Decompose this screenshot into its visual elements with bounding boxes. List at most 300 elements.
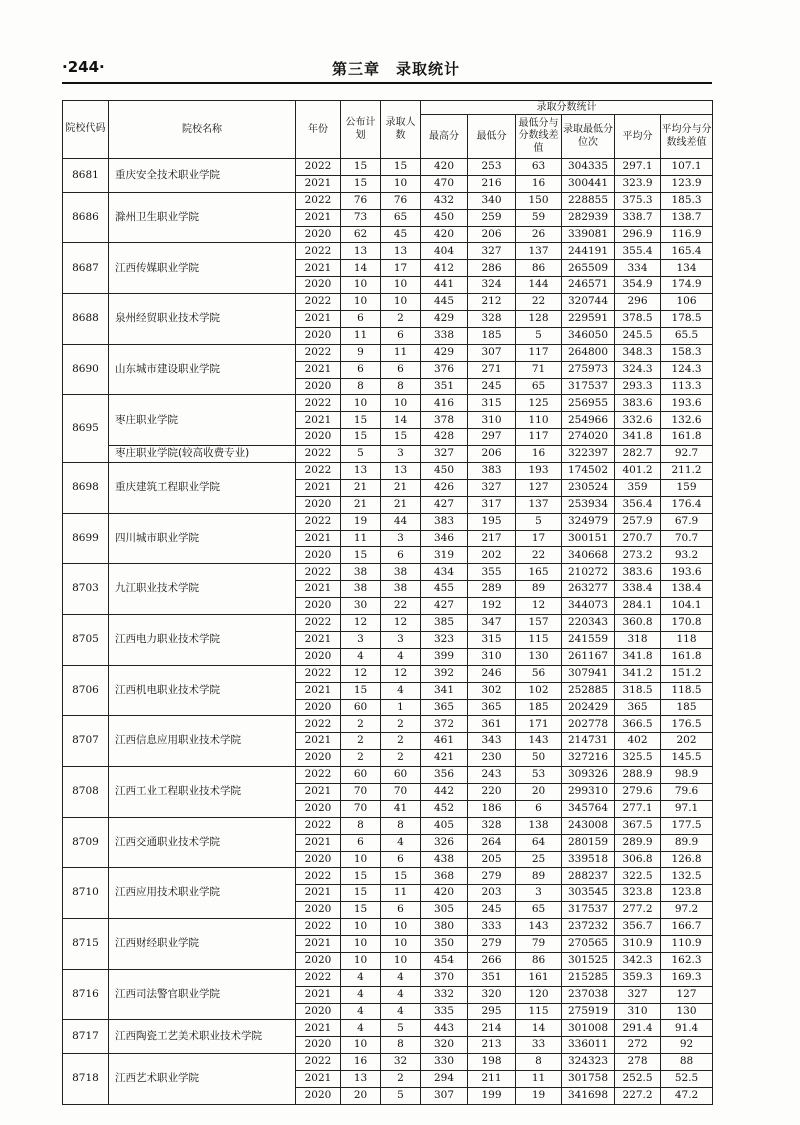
table-row [63,395,713,412]
cell-min-diff: 25 [516,851,562,868]
cell-avg-diff: 211.2 [661,463,713,480]
cell-rank: 346050 [562,327,615,344]
cell-rank: 202778 [562,716,615,733]
cell-avg-score: 318.5 [615,682,661,699]
cell-avg-score: 324.3 [615,361,661,378]
cell-avg-diff: 52.5 [661,1071,713,1088]
cell-avg-diff: 185.3 [661,192,713,209]
cell-min-score: 246 [468,665,516,682]
cell-year: 2022 [296,868,341,885]
cell-avg-score: 348.3 [615,344,661,361]
cell-avg-diff: 151.2 [661,665,713,682]
cell-min-diff: 120 [516,986,562,1003]
cell-min-diff: 3 [516,885,562,902]
cell-avg-score: 383.6 [615,564,661,581]
cell-avg-diff: 193.6 [661,564,713,581]
cell-min-diff: 56 [516,665,562,682]
cell-min-diff: 137 [516,243,562,260]
cell-avg-score: 338.7 [615,209,661,226]
cell-rank: 252885 [562,682,615,699]
cell-enrolled: 60 [381,767,421,784]
cell-enrolled: 38 [381,581,421,598]
cell-avg-score: 252.5 [615,1071,661,1088]
cell-enrolled: 13 [381,243,421,260]
school-code: 8717 [63,1020,109,1054]
cell-avg-score: 332.6 [615,412,661,429]
cell-plan: 60 [341,767,381,784]
cell-plan: 70 [341,783,381,800]
cell-avg-score: 360.8 [615,615,661,632]
cell-avg-score: 341.8 [615,648,661,665]
cell-plan: 5 [341,446,381,463]
table-row [63,919,713,936]
cell-rank: 324323 [562,1054,615,1071]
page-header [62,56,712,84]
cell-min-score: 307 [468,344,516,361]
table-row [63,767,713,784]
cell-min-score: 324 [468,277,516,294]
cell-avg-diff: 67.9 [661,513,713,530]
cell-avg-score: 272 [615,1037,661,1054]
cell-avg-score: 341.2 [615,665,661,682]
school-name: 江西信息应用职业技术学院 [109,716,296,767]
cell-plan: 15 [341,159,381,176]
cell-max-score: 416 [421,395,468,412]
cell-enrolled: 10 [381,935,421,952]
cell-max-score: 404 [421,243,468,260]
cell-avg-score: 383.6 [615,395,661,412]
cell-min-diff: 79 [516,935,562,952]
cell-year: 2022 [296,1054,341,1071]
school-name: 泉州经贸职业技术学院 [109,294,296,345]
cell-min-score: 195 [468,513,516,530]
school-code: 8690 [63,344,109,395]
cell-min-diff: 71 [516,361,562,378]
cell-rank: 230524 [562,479,615,496]
column-header-code: 院校代码 [63,101,109,159]
cell-plan: 6 [341,311,381,328]
cell-avg-score: 278 [615,1054,661,1071]
cell-min-score: 340 [468,192,516,209]
cell-min-diff: 89 [516,581,562,598]
cell-rank: 228855 [562,192,615,209]
cell-plan: 10 [341,952,381,969]
cell-max-score: 307 [421,1087,468,1104]
cell-enrolled: 3 [381,530,421,547]
cell-avg-score: 365 [615,699,661,716]
cell-min-diff: 127 [516,479,562,496]
cell-year: 2020 [296,952,341,969]
column-header-min: 最低分 [468,115,516,159]
cell-min-diff: 63 [516,159,562,176]
cell-rank: 264800 [562,344,615,361]
cell-max-score: 470 [421,175,468,192]
column-header-min-diff: 最低分与分数线差值 [516,115,562,159]
cell-rank: 344073 [562,598,615,615]
cell-enrolled: 6 [381,851,421,868]
cell-avg-diff: 174.9 [661,277,713,294]
cell-avg-diff: 89.9 [661,834,713,851]
admission-statistics-table [62,100,713,1105]
cell-min-diff: 144 [516,277,562,294]
cell-max-score: 385 [421,615,468,632]
cell-min-diff: 143 [516,919,562,936]
cell-year: 2022 [296,716,341,733]
cell-rank: 288237 [562,868,615,885]
cell-rank: 303545 [562,885,615,902]
cell-enrolled: 70 [381,783,421,800]
cell-min-diff: 8 [516,1054,562,1071]
cell-year: 2022 [296,344,341,361]
cell-min-diff: 117 [516,429,562,446]
cell-min-diff: 128 [516,311,562,328]
cell-min-score: 259 [468,209,516,226]
cell-enrolled: 4 [381,969,421,986]
cell-plan: 70 [341,800,381,817]
table-row [63,615,713,632]
cell-enrolled: 3 [381,631,421,648]
school-code: 8718 [63,1054,109,1105]
cell-enrolled: 4 [381,834,421,851]
cell-plan: 10 [341,395,381,412]
cell-rank: 336011 [562,1037,615,1054]
table-row [63,868,713,885]
cell-plan: 15 [341,868,381,885]
cell-min-score: 320 [468,986,516,1003]
cell-max-score: 323 [421,631,468,648]
cell-enrolled: 2 [381,750,421,767]
cell-min-diff: 12 [516,598,562,615]
school-code: 8681 [63,159,109,193]
cell-min-diff: 157 [516,615,562,632]
cell-year: 2021 [296,733,341,750]
cell-avg-diff: 170.8 [661,615,713,632]
cell-avg-score: 378.5 [615,311,661,328]
school-name: 江西应用技术职业学院 [109,868,296,919]
cell-year: 2020 [296,1087,341,1104]
cell-plan: 60 [341,699,381,716]
cell-rank: 340668 [562,547,615,564]
school-code: 8715 [63,919,109,970]
cell-max-score: 327 [421,446,468,463]
school-name: 江西传媒职业学院 [109,243,296,294]
cell-plan: 62 [341,226,381,243]
cell-avg-diff: 123.9 [661,175,713,192]
cell-year: 2021 [296,479,341,496]
cell-min-score: 253 [468,159,516,176]
cell-plan: 19 [341,513,381,530]
cell-year: 2020 [296,226,341,243]
cell-enrolled: 5 [381,1087,421,1104]
cell-plan: 10 [341,851,381,868]
cell-rank: 220343 [562,615,615,632]
cell-avg-score: 277.2 [615,902,661,919]
cell-avg-score: 355.4 [615,243,661,260]
cell-min-diff: 11 [516,1071,562,1088]
cell-min-diff: 59 [516,209,562,226]
cell-plan: 76 [341,192,381,209]
cell-min-diff: 130 [516,648,562,665]
table-row [63,1020,713,1037]
cell-avg-diff: 161.8 [661,648,713,665]
cell-min-diff: 22 [516,547,562,564]
cell-min-score: 214 [468,1020,516,1037]
cell-enrolled: 10 [381,294,421,311]
school-name-variant: 枣庄职业学院(较高收费专业) [109,446,296,463]
cell-year: 2020 [296,851,341,868]
cell-max-score: 441 [421,277,468,294]
cell-min-diff: 14 [516,1020,562,1037]
cell-rank: 299310 [562,783,615,800]
cell-enrolled: 21 [381,479,421,496]
cell-avg-diff: 126.8 [661,851,713,868]
cell-avg-diff: 185 [661,699,713,716]
cell-min-score: 328 [468,817,516,834]
cell-rank: 301525 [562,952,615,969]
table-row [63,344,713,361]
cell-year: 2021 [296,209,341,226]
cell-min-score: 230 [468,750,516,767]
cell-min-score: 327 [468,479,516,496]
cell-enrolled: 2 [381,733,421,750]
cell-enrolled: 8 [381,817,421,834]
cell-min-score: 198 [468,1054,516,1071]
cell-avg-diff: 91.4 [661,1020,713,1037]
column-header-rank: 录取最低分位次 [562,115,615,159]
cell-max-score: 427 [421,598,468,615]
cell-avg-diff: 113.3 [661,378,713,395]
cell-min-score: 264 [468,834,516,851]
cell-enrolled: 6 [381,902,421,919]
school-name: 四川城市职业学院 [109,513,296,564]
cell-min-diff: 86 [516,952,562,969]
cell-rank: 282939 [562,209,615,226]
cell-enrolled: 38 [381,564,421,581]
cell-min-diff: 150 [516,192,562,209]
cell-max-score: 351 [421,378,468,395]
cell-enrolled: 21 [381,496,421,513]
cell-avg-diff: 166.7 [661,919,713,936]
cell-year: 2022 [296,446,341,463]
cell-avg-diff: 178.5 [661,311,713,328]
cell-avg-score: 284.1 [615,598,661,615]
cell-avg-score: 293.3 [615,378,661,395]
cell-max-score: 378 [421,412,468,429]
cell-enrolled: 17 [381,260,421,277]
cell-max-score: 420 [421,885,468,902]
cell-min-score: 365 [468,699,516,716]
cell-year: 2020 [296,277,341,294]
cell-plan: 15 [341,682,381,699]
cell-rank: 202429 [562,699,615,716]
cell-max-score: 341 [421,682,468,699]
cell-min-diff: 137 [516,496,562,513]
cell-year: 2021 [296,530,341,547]
cell-avg-score: 297.1 [615,159,661,176]
cell-min-score: 310 [468,412,516,429]
cell-min-score: 245 [468,378,516,395]
cell-enrolled: 41 [381,800,421,817]
cell-rank: 237038 [562,986,615,1003]
cell-rank: 317537 [562,378,615,395]
cell-plan: 13 [341,463,381,480]
column-header-plan: 公布计划 [341,101,381,159]
cell-rank: 243008 [562,817,615,834]
cell-avg-score: 359 [615,479,661,496]
cell-rank: 324979 [562,513,615,530]
cell-max-score: 429 [421,344,468,361]
cell-enrolled: 2 [381,311,421,328]
cell-enrolled: 4 [381,648,421,665]
cell-year: 2021 [296,260,341,277]
cell-enrolled: 2 [381,716,421,733]
cell-avg-diff: 162.3 [661,952,713,969]
cell-min-diff: 50 [516,750,562,767]
school-code: 8708 [63,767,109,818]
cell-rank: 274020 [562,429,615,446]
cell-plan: 21 [341,496,381,513]
cell-avg-score: 289.9 [615,834,661,851]
cell-avg-diff: 169.3 [661,969,713,986]
cell-rank: 307941 [562,665,615,682]
cell-enrolled: 10 [381,395,421,412]
cell-avg-diff: 158.3 [661,344,713,361]
cell-min-score: 279 [468,935,516,952]
cell-avg-score: 282.7 [615,446,661,463]
school-name: 滁州卫生职业学院 [109,192,296,243]
cell-min-diff: 16 [516,446,562,463]
cell-rank: 275973 [562,361,615,378]
cell-enrolled: 15 [381,868,421,885]
cell-min-score: 216 [468,175,516,192]
cell-year: 2022 [296,615,341,632]
cell-enrolled: 1 [381,699,421,716]
cell-min-diff: 20 [516,783,562,800]
cell-enrolled: 15 [381,159,421,176]
cell-avg-diff: 118 [661,631,713,648]
cell-rank: 241559 [562,631,615,648]
cell-max-score: 445 [421,294,468,311]
cell-year: 2021 [296,361,341,378]
cell-max-score: 383 [421,513,468,530]
school-code: 8707 [63,716,109,767]
cell-year: 2020 [296,378,341,395]
cell-max-score: 434 [421,564,468,581]
cell-min-score: 205 [468,851,516,868]
cell-rank: 280159 [562,834,615,851]
cell-max-score: 330 [421,1054,468,1071]
cell-avg-score: 334 [615,260,661,277]
cell-year: 2020 [296,800,341,817]
cell-avg-score: 227.2 [615,1087,661,1104]
cell-year: 2022 [296,159,341,176]
cell-enrolled: 10 [381,952,421,969]
cell-plan: 38 [341,581,381,598]
school-name: 江西财经职业学院 [109,919,296,970]
cell-plan: 2 [341,750,381,767]
cell-avg-diff: 130 [661,1003,713,1020]
cell-rank: 244191 [562,243,615,260]
cell-avg-score: 306.8 [615,851,661,868]
cell-avg-diff: 79.6 [661,783,713,800]
cell-min-diff: 65 [516,378,562,395]
cell-plan: 13 [341,1071,381,1088]
cell-year: 2020 [296,902,341,919]
cell-year: 2020 [296,496,341,513]
cell-plan: 15 [341,412,381,429]
cell-avg-score: 367.5 [615,817,661,834]
cell-avg-score: 366.5 [615,716,661,733]
school-name: 江西司法警官职业学院 [109,969,296,1020]
cell-plan: 15 [341,885,381,902]
cell-min-diff: 64 [516,834,562,851]
cell-enrolled: 4 [381,986,421,1003]
cell-max-score: 319 [421,547,468,564]
cell-rank: 174502 [562,463,615,480]
cell-enrolled: 2 [381,1071,421,1088]
cell-min-diff: 161 [516,969,562,986]
cell-avg-score: 322.5 [615,868,661,885]
cell-min-diff: 65 [516,902,562,919]
cell-rank: 210272 [562,564,615,581]
cell-plan: 6 [341,834,381,851]
cell-min-score: 279 [468,868,516,885]
cell-rank: 265509 [562,260,615,277]
cell-enrolled: 4 [381,682,421,699]
cell-avg-score: 288.9 [615,767,661,784]
cell-enrolled: 6 [381,547,421,564]
cell-min-score: 351 [468,969,516,986]
cell-avg-diff: 176.5 [661,716,713,733]
cell-avg-score: 310 [615,1003,661,1020]
cell-enrolled: 10 [381,277,421,294]
cell-min-score: 317 [468,496,516,513]
page-number: ·244· [62,58,105,76]
cell-enrolled: 11 [381,885,421,902]
cell-avg-diff: 159 [661,479,713,496]
cell-min-score: 217 [468,530,516,547]
cell-max-score: 438 [421,851,468,868]
cell-min-diff: 185 [516,699,562,716]
cell-year: 2020 [296,1037,341,1054]
cell-rank: 256955 [562,395,615,412]
cell-avg-score: 359.3 [615,969,661,986]
cell-plan: 13 [341,243,381,260]
cell-min-diff: 125 [516,395,562,412]
cell-rank: 322397 [562,446,615,463]
cell-max-score: 455 [421,581,468,598]
cell-min-score: 186 [468,800,516,817]
cell-avg-diff: 202 [661,733,713,750]
cell-avg-score: 310.9 [615,935,661,952]
cell-rank: 327216 [562,750,615,767]
school-code: 8709 [63,817,109,868]
school-code: 8687 [63,243,109,294]
column-header-year: 年份 [296,101,341,159]
school-code: 8699 [63,513,109,564]
cell-year: 2020 [296,598,341,615]
cell-plan: 11 [341,327,381,344]
cell-plan: 4 [341,1020,381,1037]
cell-avg-score: 356.4 [615,496,661,513]
school-code: 8705 [63,615,109,666]
cell-max-score: 356 [421,767,468,784]
cell-avg-diff: 107.1 [661,159,713,176]
cell-avg-diff: 47.2 [661,1087,713,1104]
cell-year: 2022 [296,463,341,480]
cell-year: 2022 [296,294,341,311]
cell-max-score: 350 [421,935,468,952]
